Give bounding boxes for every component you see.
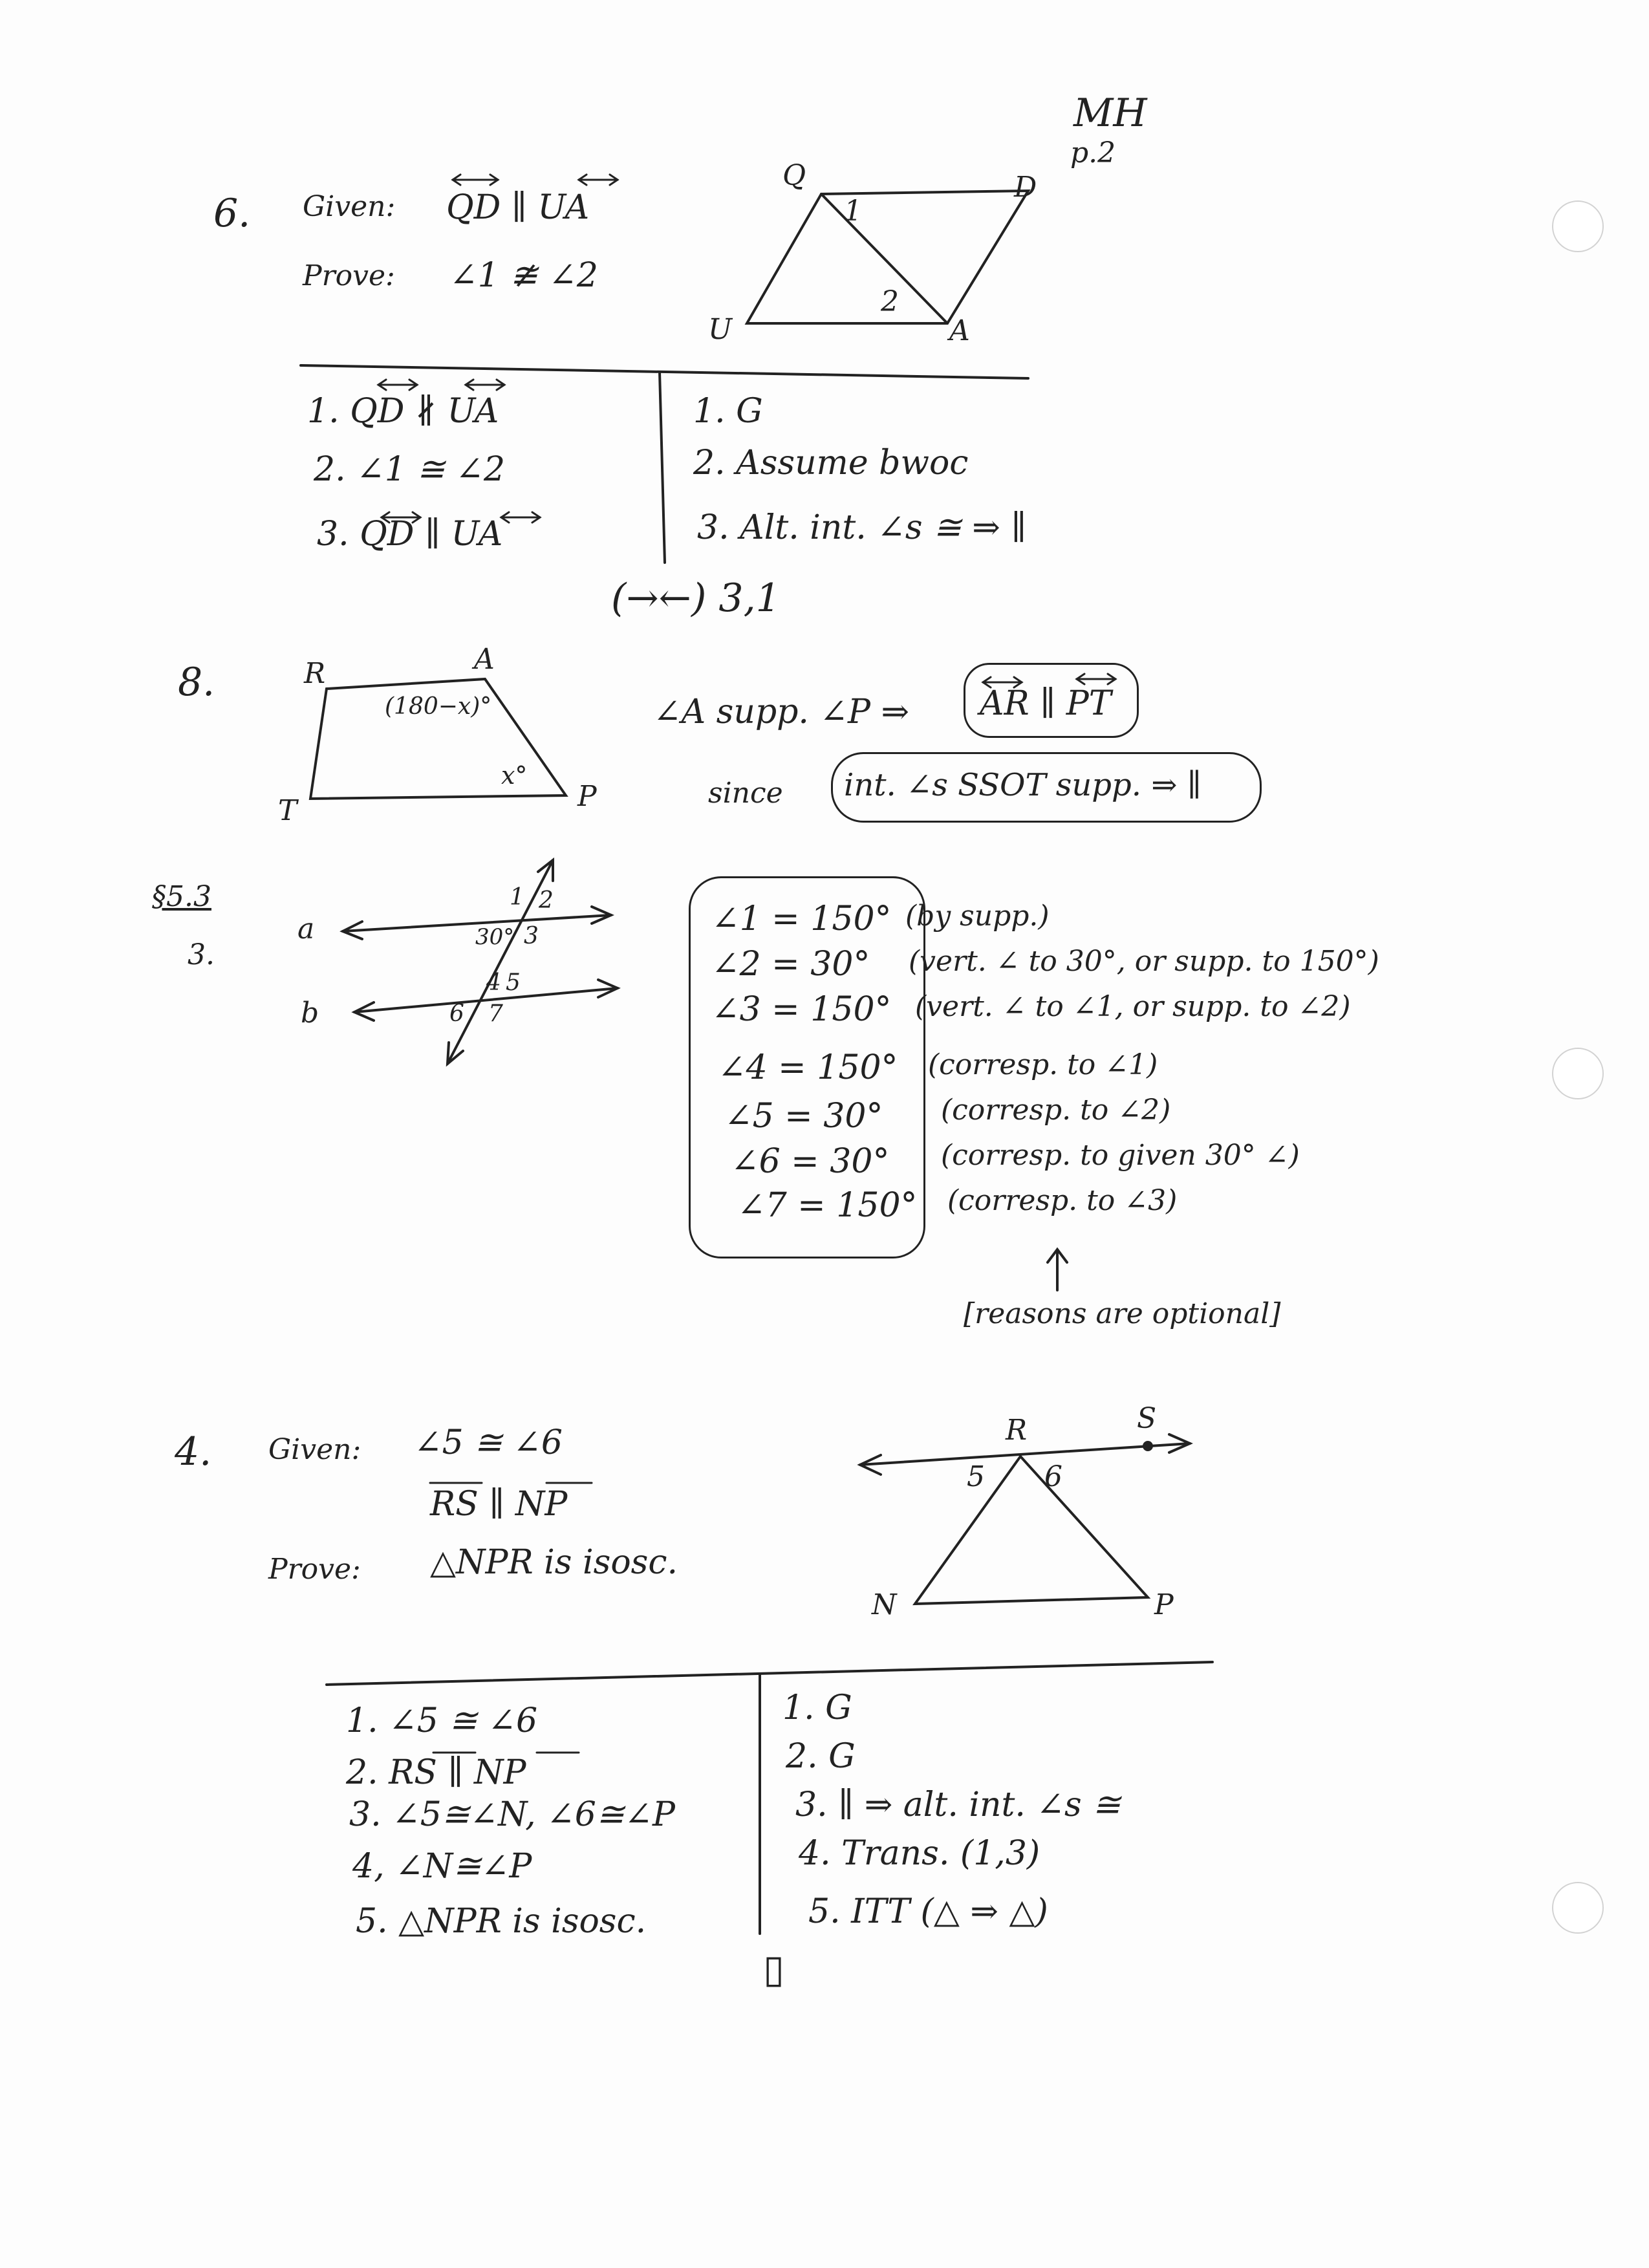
label-p4: P	[1154, 1588, 1174, 1621]
angle-p-measure: x°	[501, 761, 528, 790]
answer-angle-4: ∠4 = 150°	[718, 1048, 898, 1087]
label-r: R	[304, 657, 326, 690]
proof4-reason-5: 5. ITT (△ ⇒ △)	[808, 1892, 1048, 1931]
problem8-since: since	[708, 777, 783, 810]
label-u: U	[708, 313, 733, 346]
label-n4: N	[872, 1588, 897, 1621]
problem4-prove: △NPR is isosc.	[430, 1543, 678, 1582]
proof6-reason-2: 2. Assume bwoc	[693, 444, 969, 482]
problem6-prove-label: Prove:	[303, 259, 395, 292]
proof4-statement-2: 2. RS ∥ NP	[346, 1753, 526, 1792]
answer-angle-6: ∠6 = 30°	[731, 1142, 890, 1181]
label-s4: S	[1137, 1402, 1157, 1435]
angle3-fig: 3	[524, 923, 539, 949]
section-label: §5.3	[152, 880, 211, 913]
reason-angle-2: (vert. ∠ to 30°, or supp. to 150°)	[909, 945, 1379, 978]
triangle-npr	[915, 1456, 1148, 1604]
proof6-reason-1: 1. G	[693, 392, 763, 431]
label-a8: A	[474, 643, 495, 676]
problem8-boxed-reason: int. ∠s SSOT supp. ⇒ ∥	[844, 767, 1202, 803]
proof4-reason-4: 4. Trans. (1,3)	[799, 1834, 1040, 1873]
label-a: A	[949, 314, 970, 347]
angle7-fig: 7	[488, 1000, 503, 1027]
problem8-statement: ∠A supp. ∠P ⇒	[653, 693, 910, 731]
angle1-fig: 1	[510, 884, 524, 911]
answer-angle-1: ∠1 = 150°	[711, 900, 892, 938]
proof4-statement-3: 3. ∠5≅∠N, ∠6≅∠P	[349, 1795, 675, 1834]
page-number: p.2	[1070, 136, 1116, 169]
proof4-statement-1: 1. ∠5 ≅ ∠6	[346, 1701, 538, 1740]
label-d: D	[1014, 171, 1037, 204]
problem8-number: 8.	[178, 660, 215, 705]
problem4-given-1: ∠5 ≅ ∠6	[414, 1423, 563, 1462]
problem4-given-2: RS ∥ NP	[430, 1485, 568, 1524]
problem8-boxed-conclusion: AR ∥ PT	[980, 684, 1112, 723]
problem4-prove-label: Prove:	[268, 1553, 361, 1586]
proof6-horizontal-rule	[301, 365, 1028, 378]
problem4-number: 4.	[175, 1429, 212, 1474]
angle-1-label: 1	[844, 195, 862, 228]
reason-angle-6: (corresp. to given 30° ∠)	[941, 1139, 1300, 1172]
qed-box: ▯	[763, 1947, 785, 1992]
transversal-arrow-top	[538, 860, 553, 881]
answer-angle-2: ∠2 = 30°	[711, 945, 870, 984]
answer-angle-3: ∠3 = 150°	[711, 990, 892, 1029]
angle-2-label: 2	[881, 285, 899, 318]
proof4-statement-4: 4, ∠N≅∠P	[352, 1847, 532, 1886]
problem4-given-label: Given:	[268, 1433, 361, 1466]
reason-angle-7: (corresp. to ∠3)	[947, 1184, 1178, 1217]
angle2-fig: 2	[539, 887, 554, 914]
angle6-label: 6	[1044, 1460, 1062, 1493]
reason-angle-3: (vert. ∠ to ∠1, or supp. to ∠2)	[915, 990, 1351, 1023]
reason-angle-5: (corresp. to ∠2)	[941, 1094, 1171, 1127]
point-s	[1144, 1442, 1152, 1450]
note-reasons-optional: [reasons are optional]	[964, 1297, 1281, 1330]
label-p: P	[577, 780, 597, 813]
problem3-number: 3.	[188, 938, 215, 971]
angle5-label: 5	[967, 1460, 985, 1493]
proof4-statement-5: 5. △NPR is isosc.	[356, 1902, 647, 1941]
proof6-vertical-rule	[660, 372, 665, 563]
line-b-label: b	[301, 997, 319, 1030]
answer-angle-7: ∠7 = 150°	[737, 1186, 918, 1225]
proof6-statement-2: 2. ∠1 ≅ ∠2	[314, 450, 506, 489]
problem6-number: 6.	[213, 191, 251, 236]
angle-a-measure: (180−x)°	[385, 693, 492, 720]
reason-angle-4: (corresp. to ∠1)	[928, 1048, 1158, 1081]
problem6-given-label: Given:	[303, 190, 396, 223]
proof4-reason-2: 2. G	[786, 1737, 856, 1776]
transversal-arrow-bottom	[447, 1042, 463, 1064]
proof6-statement-1: 1. QD ∦ UA	[307, 392, 499, 431]
proof6-statement-3: 3. QD ∥ UA	[317, 515, 503, 554]
label-t: T	[278, 794, 297, 827]
proof6-reason-3: 3. Alt. int. ∠s ≅ ⇒ ∥	[697, 508, 1027, 547]
label-q: Q	[782, 159, 806, 192]
transversal	[447, 860, 553, 1064]
reason-angle-1: (by supp.)	[905, 900, 1050, 933]
line-a-label: a	[297, 913, 315, 945]
answer-angle-5: ∠5 = 30°	[724, 1097, 883, 1136]
proof4-horizontal-rule	[327, 1662, 1212, 1685]
angle30-fig: 30°	[475, 924, 515, 950]
angle4-fig: 4	[486, 969, 501, 996]
problem6-given: QD ∥ UA	[446, 188, 590, 227]
label-r4: R	[1006, 1414, 1028, 1447]
initials: MH	[1073, 91, 1147, 136]
proof6-conclusion: (→←) 3,1	[611, 576, 781, 621]
proof4-reason-3: 3. ∥ ⇒ alt. int. ∠s ≅	[795, 1786, 1121, 1824]
angle6-fig: 6	[449, 1000, 464, 1027]
angle5-fig: 5	[506, 969, 521, 996]
problem6-prove: ∠1 ≇ ∠2	[449, 256, 598, 295]
proof4-reason-1: 1. G	[782, 1689, 852, 1727]
